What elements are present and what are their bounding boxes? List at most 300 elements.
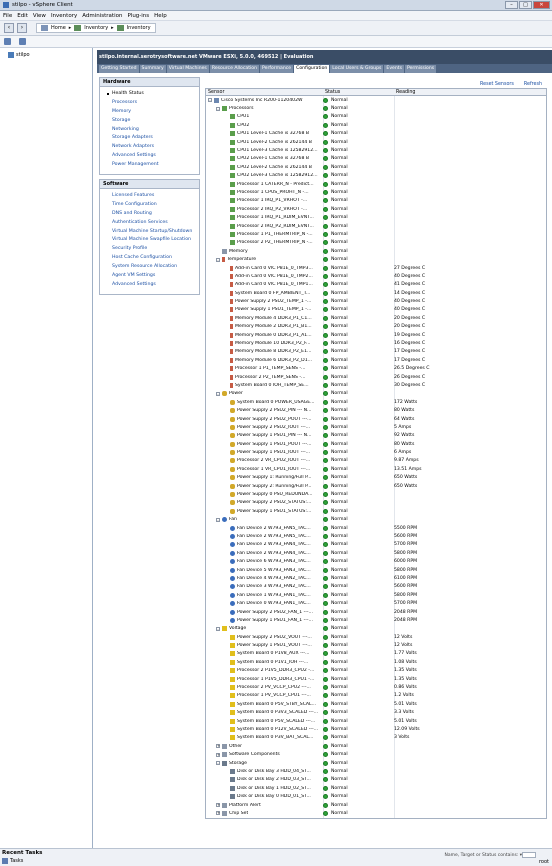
table-row[interactable] — [206, 306, 546, 314]
reading-cell: 5.01 Volts — [394, 701, 417, 707]
hardware-panel — [99, 77, 200, 175]
table-row[interactable] — [206, 490, 546, 498]
table-row[interactable] — [206, 474, 546, 482]
sensor-cell — [206, 333, 323, 338]
reading-cell: 650 Watts — [394, 475, 418, 481]
status-cell — [323, 719, 394, 724]
table-row[interactable] — [206, 247, 546, 255]
breadcrumb-inventory-2[interactable]: Inventory — [126, 25, 151, 31]
sensor-cell — [206, 433, 323, 438]
sensor-cell — [206, 811, 323, 816]
status-ok-icon — [323, 702, 328, 707]
status-ok-icon — [323, 114, 328, 119]
table-row[interactable] — [206, 650, 546, 658]
status-text: Normal — [331, 718, 348, 724]
inventory-icon — [74, 25, 81, 31]
sensor-name: System Board 0 P1V8_AUX ---... — [237, 651, 310, 657]
reading-cell: 26.5 Degrees C — [394, 366, 430, 372]
collapse-icon[interactable]: - — [217, 517, 219, 522]
table-row[interactable] — [206, 608, 546, 616]
nav-system-resource-allocation[interactable]: System Resource Allocation — [112, 264, 178, 270]
reading-cell: 41 Degrees C — [394, 282, 426, 288]
column-reading[interactable]: Reading — [396, 90, 416, 95]
sensor-group-icon — [222, 744, 227, 749]
tab-local-users-groups[interactable]: Local Users & Groups — [332, 66, 382, 71]
table-row[interactable] — [206, 532, 546, 540]
sensor-name: CPU1 Level-1 Cache is 32768 B — [237, 131, 309, 137]
table-row[interactable] — [206, 759, 546, 767]
nav-networking[interactable]: Networking — [112, 126, 139, 132]
sensor-cell — [206, 316, 323, 321]
status-cell — [323, 291, 394, 296]
power-icon — [230, 417, 235, 422]
status-ok-icon — [323, 744, 328, 749]
sensor-name: Power Supply 2 PSU2_IOUT ---... — [237, 424, 311, 430]
sensor-cell — [206, 291, 323, 296]
filter-input[interactable] — [522, 852, 536, 858]
tasks-button[interactable] — [2, 858, 23, 864]
status-text: Normal — [331, 156, 348, 162]
nav-network-adapters[interactable]: Network Adapters — [112, 144, 155, 150]
table-row[interactable] — [206, 683, 546, 691]
sensor-cell — [206, 123, 323, 128]
status-cell — [323, 249, 394, 254]
table-row[interactable] — [206, 432, 546, 440]
table-row[interactable] — [206, 365, 546, 373]
lightning-icon — [230, 693, 235, 698]
status-ok-icon — [323, 475, 328, 480]
status-cell — [323, 156, 394, 161]
reading-cell: 12.09 Volts — [394, 726, 420, 732]
status-text: Normal — [331, 181, 348, 187]
table-row[interactable] — [206, 809, 546, 817]
status-cell — [323, 349, 394, 354]
table-row[interactable] — [206, 398, 546, 406]
lightning-icon — [230, 719, 235, 724]
table-row[interactable] — [206, 197, 546, 205]
table-row[interactable] — [206, 323, 546, 331]
nav-authentication-services[interactable]: Authentication Services — [112, 219, 168, 225]
table-row[interactable] — [206, 524, 546, 532]
status-ok-icon — [323, 626, 328, 631]
status-text: Normal — [331, 366, 348, 372]
software-title: Software — [100, 180, 199, 189]
reading-cell: 5700 RPM — [394, 542, 418, 548]
table-row[interactable] — [206, 658, 546, 666]
collapse-icon[interactable]: - — [217, 257, 219, 262]
table-row[interactable] — [206, 482, 546, 490]
table-row[interactable] — [206, 373, 546, 381]
menu-edit[interactable]: Edit — [17, 12, 28, 19]
status-text: Normal — [331, 601, 348, 607]
table-row[interactable] — [206, 205, 546, 213]
status-ok-icon — [323, 433, 328, 438]
table-row[interactable] — [206, 767, 546, 775]
collapse-icon[interactable]: - — [217, 761, 219, 766]
main-content — [97, 73, 552, 848]
status-ok-icon — [323, 719, 328, 724]
table-row[interactable] — [206, 616, 546, 624]
table-row[interactable] — [206, 583, 546, 591]
expand-icon[interactable]: + — [217, 752, 220, 757]
status-ok-icon — [323, 257, 328, 262]
status-ok-icon — [323, 551, 328, 556]
status-ok-icon — [323, 106, 328, 111]
status-cell — [323, 643, 394, 648]
table-row[interactable] — [206, 289, 546, 297]
table-row[interactable] — [206, 776, 546, 784]
nav-power-management[interactable]: Power Management — [112, 162, 159, 168]
table-row[interactable] — [206, 104, 546, 112]
status-text: Normal — [331, 676, 348, 682]
column-sensor[interactable]: Sensor — [208, 90, 225, 95]
table-row[interactable] — [206, 281, 546, 289]
reading-cell: 5800 RPM — [394, 592, 418, 598]
table-row[interactable] — [206, 331, 546, 339]
table-row[interactable] — [206, 180, 546, 188]
table-row[interactable] — [206, 792, 546, 800]
table-row[interactable] — [206, 675, 546, 683]
status-cell — [323, 450, 394, 455]
sensor-cell — [206, 727, 323, 732]
sensor-name: Processor 2 IRQ_P2_VRHOT -... — [237, 206, 308, 212]
table-row[interactable] — [206, 633, 546, 641]
table-row[interactable] — [206, 146, 546, 154]
current-user: root — [538, 859, 549, 865]
expand-icon[interactable]: + — [217, 803, 220, 807]
table-row[interactable] — [206, 415, 546, 423]
table-row[interactable] — [206, 784, 546, 792]
maximize-button[interactable]: □ — [519, 1, 532, 9]
reading-cell: 3.3 Volts — [394, 710, 414, 716]
table-row[interactable] — [206, 717, 546, 725]
table-row[interactable] — [206, 113, 546, 121]
sensor-cell — [206, 106, 323, 111]
tab-events[interactable]: Events — [386, 66, 402, 71]
status-cell — [323, 114, 394, 119]
table-row[interactable] — [206, 625, 546, 633]
status-text: Normal — [331, 710, 348, 716]
status-ok-icon — [323, 307, 328, 312]
table-row[interactable] — [206, 155, 546, 163]
nav-health-status[interactable]: Health Status — [112, 90, 199, 99]
status-cell — [323, 635, 394, 640]
table-row[interactable] — [206, 348, 546, 356]
table-row[interactable] — [206, 264, 546, 272]
status-cell — [323, 668, 394, 673]
status-ok-icon — [323, 458, 328, 463]
column-status[interactable]: Status — [325, 90, 341, 95]
sensor-cell — [206, 635, 323, 640]
status-cell — [323, 366, 394, 371]
nav-advanced-settings[interactable]: Advanced Settings — [112, 153, 156, 159]
tab-getting-started[interactable]: Getting Started — [101, 66, 137, 71]
table-row[interactable] — [206, 465, 546, 473]
sensor-name: Fan Device 2 W793_FAN5_TAC... — [237, 534, 311, 539]
inventory-tree — [0, 48, 93, 848]
breadcrumb-inventory[interactable]: Inventory — [84, 25, 109, 31]
sensor-name: Platform Alert — [229, 802, 261, 808]
back-button[interactable]: ‹ — [4, 23, 14, 33]
fan-icon — [230, 584, 235, 589]
thermometer-icon — [230, 299, 233, 304]
status-text: Normal — [331, 148, 348, 154]
status-text: Normal — [331, 592, 348, 598]
nav-virtual-machine-startup-shutdown[interactable]: Virtual Machine Startup/Shutdown — [112, 228, 193, 234]
sensor-name: Processor 1 P1_THERMTRIP_N -... — [237, 231, 313, 237]
tree-item-host[interactable] — [8, 52, 30, 58]
sensor-cell — [206, 643, 323, 648]
table-row[interactable] — [206, 499, 546, 507]
table-row[interactable] — [206, 692, 546, 700]
reading-cell: 40 Degrees C — [394, 299, 426, 305]
tab-virtual-machines[interactable]: Virtual Machines — [168, 66, 207, 71]
table-row[interactable] — [206, 381, 546, 389]
lightning-icon — [230, 635, 235, 640]
sensor-name: Processor 1 CATERR_N - Predict... — [237, 181, 314, 187]
table-row[interactable] — [206, 667, 546, 675]
sensor-name: Processor 1 VR_CPU1_IOUT ---... — [237, 466, 311, 472]
reading-cell: 12 Volts — [394, 643, 413, 649]
table-row[interactable] — [206, 557, 546, 565]
status-cell — [323, 626, 394, 631]
table-row[interactable] — [206, 457, 546, 465]
table-row[interactable] — [206, 801, 546, 809]
refresh-link[interactable]: Refresh — [523, 82, 542, 87]
nav-dns-and-routing[interactable]: DNS and Routing — [112, 210, 152, 216]
status-cell — [323, 316, 394, 321]
sensor-name: Cisco Systems Inc R200-1120402W — [221, 97, 303, 103]
forward-button[interactable]: › — [17, 23, 27, 33]
status-ok-icon — [323, 710, 328, 715]
tab-configuration[interactable]: Configuration — [296, 66, 328, 71]
power-icon — [230, 400, 235, 405]
menu-file[interactable]: File — [3, 12, 13, 19]
sensor-cell — [206, 551, 323, 556]
status-cell — [323, 433, 394, 438]
nav-time-configuration[interactable]: Time Configuration — [112, 201, 157, 207]
sensor-cell — [206, 668, 323, 673]
table-row[interactable] — [206, 566, 546, 574]
table-row[interactable] — [206, 121, 546, 129]
tab-summary[interactable]: Summary — [141, 66, 164, 71]
status-ok-icon — [323, 333, 328, 338]
tab-performance[interactable]: Performance — [262, 66, 292, 71]
table-row[interactable] — [206, 734, 546, 742]
table-row[interactable] — [206, 222, 546, 230]
table-row[interactable] — [206, 709, 546, 717]
toolbar — [0, 36, 552, 48]
table-row[interactable] — [206, 172, 546, 180]
status-text: Normal — [331, 701, 348, 707]
disk-icon — [230, 769, 235, 774]
nav-security-profile[interactable]: Security Profile — [112, 246, 148, 252]
table-row[interactable] — [206, 213, 546, 221]
table-row[interactable] — [206, 423, 546, 431]
table-row[interactable] — [206, 314, 546, 322]
nav-memory[interactable]: Memory — [112, 108, 132, 114]
processor-icon — [230, 240, 235, 245]
table-row[interactable] — [206, 549, 546, 557]
table-row[interactable] — [206, 742, 546, 750]
nav-host-cache-configuration[interactable]: Host Cache Configuration — [112, 255, 173, 261]
table-row[interactable] — [206, 541, 546, 549]
status-cell — [323, 484, 394, 489]
collapse-icon[interactable]: - — [209, 98, 211, 103]
close-button[interactable]: ✕ — [533, 1, 550, 9]
table-row[interactable] — [206, 130, 546, 138]
nav-processors[interactable]: Processors — [112, 99, 138, 105]
status-cell — [323, 786, 394, 791]
thermometer-icon — [230, 291, 233, 296]
expand-icon[interactable]: + — [217, 744, 220, 749]
sensor-cell — [206, 114, 323, 119]
sensor-group-icon — [222, 752, 227, 757]
sensor-name: Fan Device 0 W793_FAN1_TAC... — [237, 601, 311, 607]
status-ok-icon — [323, 786, 328, 791]
status-text: Normal — [331, 777, 348, 783]
status-cell — [323, 769, 394, 774]
thermometer-icon — [230, 383, 233, 388]
status-ok-icon — [323, 467, 328, 472]
status-ok-icon — [323, 98, 328, 103]
table-row[interactable] — [206, 440, 546, 448]
status-text: Normal — [331, 492, 348, 498]
processor-icon — [230, 232, 235, 237]
sensor-name: Processor 2 P1V5_DDR3_CPU2 -... — [237, 668, 315, 674]
fan-icon — [230, 601, 235, 606]
processor-icon — [230, 114, 235, 119]
table-row[interactable] — [206, 448, 546, 456]
sensor-name: Memory Module 4 DDR3_P1_C1... — [235, 315, 312, 321]
sensor-name: Memory Module 10 DDR3_P2_F... — [235, 341, 311, 347]
thermometer-icon — [222, 257, 225, 262]
status-text: Normal — [331, 450, 348, 456]
menu-administration[interactable]: Administration — [82, 12, 123, 19]
table-row[interactable] — [206, 138, 546, 146]
processor-icon — [230, 123, 235, 128]
table-row[interactable] — [206, 239, 546, 247]
status-ok-icon — [323, 677, 328, 682]
table-row[interactable] — [206, 725, 546, 733]
status-text: Normal — [331, 726, 348, 732]
sensor-cell — [206, 542, 323, 547]
refresh-icon[interactable] — [19, 38, 26, 45]
nav-licensed-features[interactable]: Licensed Features — [112, 193, 155, 199]
sensor-name: Power Supply 0 PSU_REDUNDA... — [237, 492, 313, 498]
table-row[interactable] — [206, 230, 546, 238]
status-ok-icon — [323, 576, 328, 581]
sensor-name: Disk or Disk Bay 1 HDD_02_ST... — [237, 785, 311, 791]
status-text: Normal — [331, 374, 348, 380]
table-row[interactable] — [206, 390, 546, 398]
minimize-button[interactable]: – — [505, 1, 518, 9]
status-ok-icon — [323, 349, 328, 354]
sensor-name: Fan — [229, 517, 237, 523]
table-row[interactable] — [206, 574, 546, 582]
table-row[interactable] — [206, 96, 546, 104]
collapse-icon[interactable]: - — [217, 391, 219, 396]
menu-help[interactable]: Help — [154, 12, 167, 19]
table-row[interactable] — [206, 356, 546, 364]
status-text: Normal — [331, 794, 348, 800]
menu-plugins[interactable]: Plug-ins — [127, 12, 150, 19]
table-row[interactable] — [206, 297, 546, 305]
thermometer-icon — [230, 307, 233, 312]
table-row[interactable] — [206, 591, 546, 599]
sensor-cell — [206, 719, 323, 724]
status-ok-icon — [323, 526, 328, 531]
collapse-icon[interactable]: - — [217, 106, 219, 111]
reading-cell: 40 Degrees C — [394, 273, 426, 279]
nav-advanced-settings[interactable]: Advanced Settings — [112, 281, 156, 287]
sensor-cell — [206, 651, 323, 656]
status-text: Normal — [331, 517, 348, 523]
table-row[interactable] — [206, 507, 546, 515]
status-text: Normal — [331, 735, 348, 741]
table-row[interactable] — [206, 641, 546, 649]
tab-resource-allocation[interactable]: Resource Allocation — [211, 66, 258, 71]
sensor-name: Processor 2 P2_THERMTRIP_N -... — [237, 240, 313, 246]
reset-sensors-link[interactable]: Reset Sensors — [480, 82, 514, 87]
processor-icon — [230, 182, 235, 187]
sensor-name: Fan Device 6 W793_FAN3_TAC... — [237, 559, 311, 565]
status-ok-icon — [323, 341, 328, 346]
host-header — [97, 50, 552, 64]
breadcrumb-home[interactable]: Home — [51, 25, 66, 31]
disk-icon — [230, 786, 235, 791]
tab-permissions[interactable]: Permissions — [406, 66, 435, 71]
table-row[interactable] — [206, 406, 546, 414]
status-cell — [323, 794, 394, 799]
table-row[interactable] — [206, 700, 546, 708]
table-row[interactable] — [206, 339, 546, 347]
expand-icon[interactable]: + — [217, 811, 220, 816]
table-row[interactable] — [206, 272, 546, 280]
thermometer-icon — [230, 333, 233, 338]
sensor-name: Add-in Card 0 VIC P81E_0_TMP1... — [235, 282, 313, 288]
sensor-cell — [206, 794, 323, 799]
status-text: Normal — [331, 483, 348, 489]
sensor-name: Processor 1 P1_TEMP_SENS -... — [235, 366, 306, 372]
new-host-icon[interactable] — [4, 38, 11, 45]
table-row[interactable] — [206, 163, 546, 171]
status-ok-icon — [323, 266, 328, 271]
table-row[interactable] — [206, 516, 546, 524]
disk-icon — [222, 761, 227, 766]
table-row[interactable] — [206, 188, 546, 196]
sensor-name: Processor 1 IRQ_P1_VRHOT -... — [237, 198, 308, 204]
nav-storage[interactable]: Storage — [112, 117, 131, 123]
table-row[interactable] — [206, 599, 546, 607]
fan-icon — [230, 526, 235, 531]
table-row[interactable] — [206, 750, 546, 758]
table-row[interactable] — [206, 255, 546, 263]
status-ok-icon — [323, 794, 328, 799]
nav-virtual-machine-swapfile-location[interactable]: Virtual Machine Swapfile Location — [112, 237, 192, 243]
status-ok-icon — [323, 190, 328, 195]
sensor-cell — [206, 366, 323, 371]
reading-cell: 5800 RPM — [394, 567, 418, 573]
status-ok-icon — [323, 400, 328, 405]
menu-view[interactable]: View — [32, 12, 46, 19]
collapse-icon[interactable]: - — [217, 626, 219, 631]
status-cell — [323, 601, 394, 606]
status-ok-icon — [323, 651, 328, 656]
menu-inventory[interactable]: Inventory — [50, 12, 78, 19]
nav-agent-vm-settings[interactable]: Agent VM Settings — [112, 273, 156, 279]
nav-storage-adapters[interactable]: Storage Adapters — [112, 135, 153, 141]
